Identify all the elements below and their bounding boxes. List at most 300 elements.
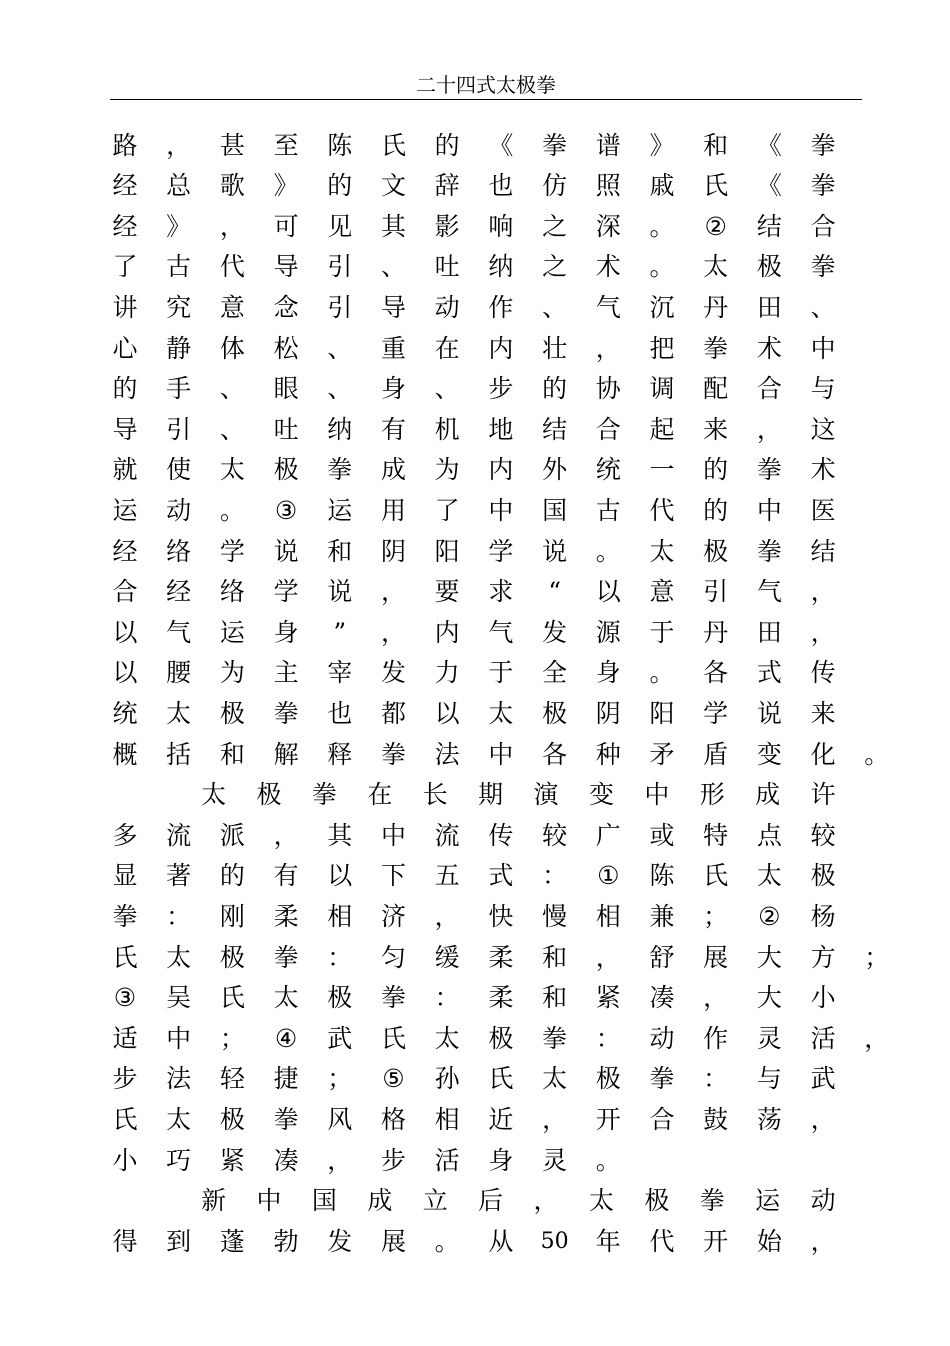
text-glyph: 引 — [166, 415, 192, 444]
text-glyph: 气 — [756, 577, 782, 606]
text-glyph: 为 — [434, 455, 460, 484]
text-glyph: 大 — [756, 943, 782, 972]
text-glyph: 化 — [810, 740, 836, 769]
text-glyph: 立 — [422, 1186, 448, 1215]
text-glyph: 和 — [542, 943, 568, 972]
text-glyph: 步 — [112, 1064, 138, 1093]
text-glyph: 经 — [112, 537, 138, 566]
text-glyph: 总 — [166, 171, 192, 200]
text-glyph: 太 — [434, 1024, 460, 1053]
text-glyph: 形 — [699, 780, 725, 809]
text-glyph: 来 — [703, 415, 729, 444]
text-glyph: 身 — [273, 618, 299, 647]
text-glyph: 的 — [327, 171, 353, 200]
text-glyph: 运 — [755, 1186, 781, 1215]
text-glyph: 气 — [488, 618, 514, 647]
text-line — [0, 410, 950, 450]
text-glyph: 结 — [542, 415, 568, 444]
text-glyph: 演 — [533, 780, 559, 809]
text-glyph: 方 — [810, 943, 836, 972]
text-glyph: 拳 — [810, 171, 836, 200]
text-glyph: 在 — [367, 780, 393, 809]
text-glyph: 式 — [756, 658, 782, 687]
text-glyph: 极 — [219, 1105, 245, 1134]
text-line — [0, 938, 950, 978]
text-glyph: 动 — [649, 1024, 675, 1053]
text-glyph: 拳 — [756, 455, 782, 484]
text-glyph: 释 — [327, 740, 353, 769]
text-glyph: 变 — [588, 780, 614, 809]
text-glyph: 统 — [595, 455, 621, 484]
text-glyph: 求 — [488, 577, 514, 606]
text-glyph: 引 — [327, 252, 353, 281]
text-glyph: 的 — [219, 861, 245, 890]
text-glyph: 合 — [595, 415, 621, 444]
text-glyph: 辞 — [434, 171, 460, 200]
text-glyph: 。 — [649, 658, 675, 687]
text-glyph: 太 — [166, 699, 192, 728]
text-glyph: 、 — [380, 252, 406, 281]
text-glyph: 引 — [327, 293, 353, 322]
text-line — [0, 1100, 950, 1140]
text-glyph: 相 — [595, 902, 621, 931]
text-glyph: 丹 — [703, 618, 729, 647]
text-glyph: 相 — [327, 902, 353, 931]
text-glyph: 氏 — [112, 943, 138, 972]
text-glyph: ， — [595, 943, 621, 972]
text-glyph: ； — [864, 943, 890, 972]
text-glyph: ② — [758, 902, 781, 931]
text-glyph: 和 — [327, 537, 353, 566]
text-line — [0, 126, 950, 166]
text-glyph: 用 — [380, 496, 406, 525]
text-glyph: 纳 — [488, 252, 514, 281]
text-glyph: 五 — [434, 861, 460, 890]
text-glyph: 太 — [166, 1105, 192, 1134]
text-glyph: 于 — [488, 658, 514, 687]
text-glyph: 流 — [166, 821, 192, 850]
text-glyph: 太 — [488, 699, 514, 728]
text-glyph: 来 — [810, 699, 836, 728]
text-glyph: ， — [327, 1146, 353, 1175]
text-glyph: 眼 — [273, 374, 299, 403]
text-glyph: 机 — [434, 415, 460, 444]
text-glyph: 运 — [112, 496, 138, 525]
text-glyph: 氏 — [380, 1024, 406, 1053]
text-glyph: 快 — [488, 902, 514, 931]
text-glyph: 重 — [380, 334, 406, 363]
text-glyph: 太 — [219, 455, 245, 484]
text-glyph: 深 — [595, 212, 621, 241]
text-glyph: 学 — [273, 577, 299, 606]
text-glyph: 合 — [810, 212, 836, 241]
text-glyph: 说 — [273, 537, 299, 566]
text-glyph: 开 — [703, 1227, 729, 1256]
text-glyph: 轻 — [219, 1064, 245, 1093]
text-glyph: 氏 — [219, 983, 245, 1012]
text-glyph: 络 — [219, 577, 245, 606]
text-glyph: 学 — [219, 537, 245, 566]
text-glyph: 拳 — [112, 902, 138, 931]
text-glyph: 中 — [756, 496, 782, 525]
text-glyph: 勃 — [273, 1227, 299, 1256]
text-glyph: 极 — [219, 699, 245, 728]
text-glyph: 缓 — [434, 943, 460, 972]
text-glyph: 气 — [595, 293, 621, 322]
text-glyph: 变 — [756, 740, 782, 769]
text-glyph: 中 — [166, 1024, 192, 1053]
text-glyph: 展 — [703, 943, 729, 972]
text-glyph: 较 — [810, 821, 836, 850]
text-glyph: 松 — [273, 334, 299, 363]
text-glyph: ， — [810, 618, 836, 647]
text-glyph: 丹 — [703, 293, 729, 322]
text-glyph: 蓬 — [219, 1227, 245, 1256]
text-line — [0, 735, 950, 775]
text-glyph: 响 — [488, 212, 514, 241]
text-glyph: 都 — [380, 699, 406, 728]
text-glyph: 各 — [703, 658, 729, 687]
text-glyph: ， — [810, 1227, 836, 1256]
text-glyph: 拳 — [273, 943, 299, 972]
text-glyph: 导 — [273, 252, 299, 281]
text-glyph: 主 — [273, 658, 299, 687]
text-glyph: 极 — [488, 1024, 514, 1053]
text-glyph: ： — [542, 861, 568, 890]
text-glyph: ， — [703, 983, 729, 1012]
text-glyph: 后 — [478, 1186, 504, 1215]
text-glyph: 戚 — [649, 171, 675, 200]
text-glyph: 体 — [219, 334, 245, 363]
text-glyph: 有 — [273, 861, 299, 890]
text-glyph: 、 — [810, 293, 836, 322]
text-glyph: 见 — [327, 212, 353, 241]
text-glyph: ； — [219, 1024, 245, 1053]
text-glyph: 》 — [649, 131, 675, 160]
text-glyph: 极 — [644, 1186, 670, 1215]
text-glyph: 络 — [166, 537, 192, 566]
text-glyph: 手 — [166, 374, 192, 403]
text-glyph: 拳 — [699, 1186, 725, 1215]
text-glyph: 拳 — [703, 334, 729, 363]
text-glyph: 至 — [273, 131, 299, 160]
text-glyph: 。 — [219, 496, 245, 525]
text-glyph: 以 — [112, 658, 138, 687]
text-glyph: 阴 — [380, 537, 406, 566]
text-glyph: 柔 — [273, 902, 299, 931]
text-glyph: 的 — [434, 131, 460, 160]
text-glyph: 太 — [201, 780, 227, 809]
text-glyph: 和 — [703, 131, 729, 160]
text-glyph: 与 — [756, 1064, 782, 1093]
text-glyph: 紧 — [595, 983, 621, 1012]
text-glyph: 兼 — [649, 902, 675, 931]
text-glyph: ③ — [113, 983, 137, 1012]
text-glyph: 究 — [166, 293, 192, 322]
text-glyph: 、 — [327, 334, 353, 363]
text-glyph: 经 — [112, 171, 138, 200]
text-glyph: ， — [533, 1186, 559, 1215]
text-line — [0, 1181, 950, 1221]
text-glyph: 年 — [595, 1227, 621, 1256]
text-glyph: 其 — [327, 821, 353, 850]
text-glyph: 成 — [380, 455, 406, 484]
text-line — [0, 1141, 950, 1181]
text-glyph: 术 — [756, 334, 782, 363]
text-glyph: 和 — [542, 983, 568, 1012]
text-glyph: 流 — [434, 821, 460, 850]
text-glyph: 一 — [649, 455, 675, 484]
text-glyph: 太 — [273, 983, 299, 1012]
text-glyph: 得 — [112, 1227, 138, 1256]
text-glyph: 古 — [166, 252, 192, 281]
text-glyph: 。 — [595, 537, 621, 566]
text-glyph: 巧 — [166, 1146, 192, 1175]
text-glyph: 陈 — [649, 861, 675, 890]
text-glyph: 田 — [756, 293, 782, 322]
text-glyph: 较 — [542, 821, 568, 850]
text-glyph: ， — [434, 902, 460, 931]
text-glyph: 极 — [219, 943, 245, 972]
text-glyph: 捷 — [273, 1064, 299, 1093]
text-glyph: “ — [548, 577, 561, 606]
text-glyph: 了 — [112, 252, 138, 281]
text-glyph: ： — [595, 1024, 621, 1053]
text-glyph: ① — [597, 861, 620, 890]
text-glyph: ② — [704, 212, 727, 241]
text-glyph: 拳 — [311, 780, 337, 809]
text-glyph: 匀 — [380, 943, 406, 972]
text-glyph: 。 — [595, 1146, 621, 1175]
text-glyph: 拳 — [542, 131, 568, 160]
text-glyph: 的 — [112, 374, 138, 403]
text-glyph: 文 — [380, 171, 406, 200]
text-glyph: 相 — [434, 1105, 460, 1134]
text-glyph: 作 — [488, 293, 514, 322]
text-glyph: 太 — [756, 861, 782, 890]
text-glyph: 中 — [488, 496, 514, 525]
text-glyph: 可 — [273, 212, 299, 241]
text-glyph: 大 — [756, 983, 782, 1012]
text-glyph: 传 — [488, 821, 514, 850]
text-glyph: 全 — [542, 658, 568, 687]
text-glyph: 结 — [756, 212, 782, 241]
text-glyph: 静 — [166, 334, 192, 363]
text-glyph: 极 — [810, 861, 836, 890]
text-glyph: 、 — [219, 415, 245, 444]
text-glyph: 内 — [434, 618, 460, 647]
text-glyph: 到 — [166, 1227, 192, 1256]
text-line — [0, 856, 950, 896]
text-glyph: 杨 — [810, 902, 836, 931]
text-glyph: 或 — [649, 821, 675, 850]
text-glyph: 太 — [588, 1186, 614, 1215]
text-line — [0, 329, 950, 369]
text-glyph: 展 — [380, 1227, 406, 1256]
text-glyph: 说 — [327, 577, 353, 606]
text-glyph: 导 — [380, 293, 406, 322]
text-glyph: 鼓 — [703, 1105, 729, 1134]
text-line — [0, 166, 950, 206]
text-line — [0, 1222, 950, 1262]
body-text — [0, 126, 950, 1296]
text-glyph: 这 — [810, 415, 836, 444]
text-glyph: 使 — [166, 455, 192, 484]
text-glyph: 传 — [810, 658, 836, 687]
text-glyph: 以 — [112, 618, 138, 647]
text-glyph: 吴 — [166, 983, 192, 1012]
text-glyph: 合 — [756, 374, 782, 403]
text-glyph: 灵 — [542, 1146, 568, 1175]
text-glyph: 发 — [542, 618, 568, 647]
text-glyph: 为 — [219, 658, 245, 687]
text-glyph: 下 — [380, 861, 406, 890]
text-glyph: 学 — [488, 537, 514, 566]
text-glyph: 学 — [703, 699, 729, 728]
text-glyph: 身 — [380, 374, 406, 403]
text-glyph: 小 — [112, 1146, 138, 1175]
text-glyph: 内 — [488, 455, 514, 484]
text-line — [0, 288, 950, 328]
text-glyph: 。 — [649, 212, 675, 241]
text-glyph: 柔 — [488, 943, 514, 972]
text-glyph: 壮 — [542, 334, 568, 363]
text-glyph: 。 — [649, 252, 675, 281]
text-glyph: 各 — [542, 740, 568, 769]
text-glyph: 拳 — [380, 983, 406, 1012]
text-glyph: 中 — [380, 821, 406, 850]
text-glyph: 》 — [166, 212, 192, 241]
text-glyph: 经 — [166, 577, 192, 606]
text-glyph: ； — [327, 1064, 353, 1093]
text-glyph: ” — [333, 618, 347, 647]
text-glyph: 广 — [595, 821, 621, 850]
text-glyph: ， — [542, 1105, 568, 1134]
text-glyph: 显 — [112, 861, 138, 890]
text-glyph: 阳 — [434, 537, 460, 566]
text-glyph: 在 — [434, 334, 460, 363]
text-glyph: 紧 — [219, 1146, 245, 1175]
text-glyph: 意 — [219, 293, 245, 322]
text-glyph: 沉 — [649, 293, 675, 322]
text-glyph: 影 — [434, 212, 460, 241]
text-glyph: 说 — [542, 537, 568, 566]
text-glyph: 歌 — [219, 171, 245, 200]
text-glyph: 以 — [434, 699, 460, 728]
text-glyph: 。 — [864, 740, 890, 769]
text-glyph: 中 — [644, 780, 670, 809]
text-glyph: 始 — [756, 1227, 782, 1256]
text-line — [0, 491, 950, 531]
text-glyph: 著 — [166, 861, 192, 890]
text-glyph: 古 — [595, 496, 621, 525]
text-glyph: 动 — [166, 496, 192, 525]
text-glyph: ： — [327, 943, 353, 972]
text-glyph: 发 — [380, 658, 406, 687]
text-line — [0, 532, 950, 572]
text-glyph: 极 — [327, 983, 353, 1012]
text-glyph: 代 — [219, 252, 245, 281]
text-glyph: 《 — [756, 131, 782, 160]
text-glyph: 与 — [810, 374, 836, 403]
text-glyph: ⑤ — [382, 1064, 405, 1093]
text-glyph: 氏 — [380, 131, 406, 160]
text-glyph: 阴 — [595, 699, 621, 728]
text-glyph: 合 — [112, 577, 138, 606]
text-glyph: 心 — [112, 334, 138, 363]
text-glyph: ， — [595, 334, 621, 363]
text-glyph: ， — [380, 618, 406, 647]
text-glyph: 多 — [112, 821, 138, 850]
text-glyph: 和 — [219, 740, 245, 769]
text-glyph: 期 — [478, 780, 504, 809]
text-glyph: 解 — [273, 740, 299, 769]
text-glyph: ， — [810, 577, 836, 606]
text-glyph: 的 — [703, 496, 729, 525]
text-glyph: 太 — [542, 1064, 568, 1093]
text-glyph: 照 — [595, 171, 621, 200]
text-glyph: 太 — [703, 252, 729, 281]
text-glyph: 仿 — [542, 171, 568, 200]
text-line — [0, 816, 950, 856]
text-glyph: 代 — [649, 496, 675, 525]
text-glyph: 《 — [756, 171, 782, 200]
text-glyph: 成 — [367, 1186, 393, 1215]
text-glyph: 讲 — [112, 293, 138, 322]
text-glyph: 地 — [488, 415, 514, 444]
text-glyph: 种 — [595, 740, 621, 769]
text-glyph: 氏 — [703, 861, 729, 890]
text-glyph: 路 — [112, 131, 138, 160]
text-glyph: 宰 — [327, 658, 353, 687]
text-glyph: 拳 — [542, 1024, 568, 1053]
text-glyph: ， — [756, 415, 782, 444]
text-glyph: ， — [380, 577, 406, 606]
text-glyph: 也 — [327, 699, 353, 728]
text-glyph: 极 — [703, 537, 729, 566]
text-glyph: 其 — [380, 212, 406, 241]
text-glyph: 纳 — [327, 415, 353, 444]
text-glyph: 开 — [595, 1105, 621, 1134]
text-glyph: 盾 — [703, 740, 729, 769]
text-glyph: 吐 — [434, 252, 460, 281]
text-glyph: ： — [703, 1064, 729, 1093]
text-glyph: 运 — [219, 618, 245, 647]
text-glyph: 拳 — [649, 1064, 675, 1093]
text-glyph: 拳 — [273, 699, 299, 728]
text-line — [0, 1019, 950, 1059]
text-glyph: 矛 — [649, 740, 675, 769]
text-glyph: 法 — [166, 1064, 192, 1093]
text-glyph: 以 — [327, 861, 353, 890]
text-glyph: 》 — [273, 171, 299, 200]
text-glyph: 慢 — [542, 902, 568, 931]
text-glyph: 特 — [703, 821, 729, 850]
text-line — [0, 207, 950, 247]
text-glyph: 小 — [810, 983, 836, 1012]
text-glyph: 国 — [542, 496, 568, 525]
text-glyph: 作 — [703, 1024, 729, 1053]
text-glyph: 拳 — [756, 537, 782, 566]
text-glyph: 拳 — [273, 1105, 299, 1134]
text-glyph: ， — [273, 821, 299, 850]
text-glyph: 术 — [595, 252, 621, 281]
text-glyph: 50 — [540, 1229, 569, 1254]
text-glyph: 要 — [434, 577, 460, 606]
text-glyph: 极 — [756, 252, 782, 281]
text-glyph: 甚 — [219, 131, 245, 160]
text-glyph: 。 — [434, 1227, 460, 1256]
